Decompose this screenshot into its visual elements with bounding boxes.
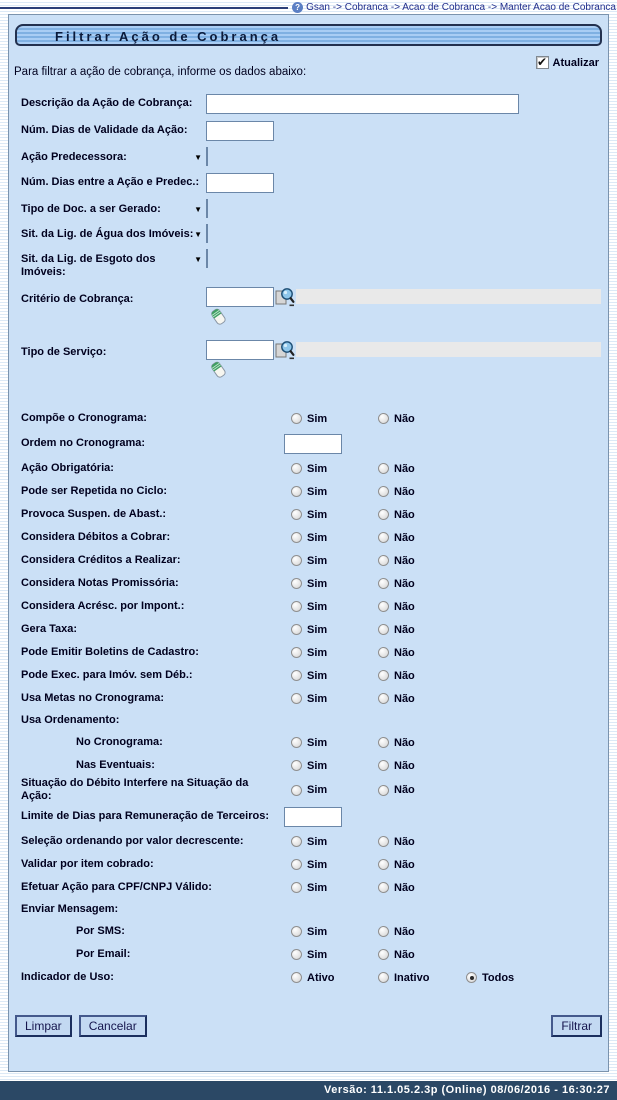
radio-sim[interactable] [291,509,302,520]
atualizar-checkbox[interactable]: ✔ [537,55,548,69]
option-row [14,572,604,595]
radio-label: Sim [307,412,328,425]
radio-nao[interactable] [378,509,389,520]
radio-label: Não [394,692,415,705]
option-row-label: Considera Acrésc. por Impont.: [21,600,185,612]
option-row [14,641,604,664]
breadcrumb[interactable]: Gsan -> Cobranca -> Acao de Cobranca -> Manter Acao de Cobranca [306,1,616,13]
radio-label: Sim [307,646,328,659]
radio-label: Não [394,508,415,521]
radio-nao[interactable] [378,578,389,589]
radio-nao[interactable] [378,785,389,796]
chevron-down-icon: ▼ [194,153,202,162]
radio-options-section [14,407,604,989]
radio-nao[interactable] [378,693,389,704]
option-row [14,407,604,430]
option-row-label: Compõe o Cronograma: [21,412,147,424]
radio-label: Sim [307,835,328,848]
radio-sim[interactable] [291,413,302,424]
radio-sim[interactable] [291,859,302,870]
radio-ativo[interactable] [291,972,302,983]
descricao-input[interactable] [206,94,519,114]
option-row [14,687,604,710]
radio-label: Não [394,646,415,659]
radio-nao[interactable] [378,949,389,960]
option-row [14,618,604,641]
option-row [14,943,604,966]
radio-nao[interactable] [378,737,389,748]
option-row-label: Indicador de Uso: [21,971,114,983]
radio-label: Sim [307,577,328,590]
tipo-doc-select[interactable] [194,199,208,218]
option-row [14,853,604,876]
option-row [14,754,604,777]
search-icon[interactable] [274,286,295,307]
radio-sim[interactable] [291,532,302,543]
option-row-input[interactable] [284,807,342,827]
option-row-label: Por SMS: [76,925,125,937]
radio-label: Sim [307,948,328,961]
radio-label: Não [394,835,415,848]
radio-sim[interactable] [291,555,302,566]
radio-nao[interactable] [378,555,389,566]
option-row [14,549,604,572]
radio-sim[interactable] [291,624,302,635]
option-row [14,777,604,803]
radio-todos[interactable] [466,972,477,983]
option-row [14,876,604,899]
option-row [14,920,604,943]
field-row [14,173,604,193]
radio-label: Sim [307,692,328,705]
radio-sim[interactable] [291,882,302,893]
field-row [14,121,604,141]
chevron-down-icon: ▼ [194,255,202,264]
option-row-label: Por Email: [76,948,131,960]
radio-label: Sim [307,531,328,544]
field-row [14,94,604,114]
option-row [14,457,604,480]
option-row-label: Considera Créditos a Realizar: [21,554,181,566]
radio-label: Não [394,554,415,567]
radio-label: Não [394,759,415,772]
radio-sim[interactable] [291,785,302,796]
option-row-label: Gera Taxa: [21,623,78,635]
radio-label: Sim [307,508,328,521]
option-row [14,731,604,754]
radio-nao[interactable] [378,486,389,497]
criterio-desc-field [296,289,601,304]
radio-nao[interactable] [378,859,389,870]
option-row-label: Pode Exec. para Imóv. sem Déb.: [21,669,193,681]
radio-label: Sim [307,881,328,894]
option-row [14,430,604,457]
radio-label: Sim [307,623,328,636]
cancelar-button[interactable]: Cancelar [79,1015,147,1037]
page-title: Filtrar Ação de Cobrança [15,24,602,46]
radio-label: Sim [307,600,328,613]
eraser-icon[interactable] [208,360,228,380]
tipo-servico-desc-field [296,342,601,357]
radio-label: Não [394,412,415,425]
intro-text: Para filtrar a ação de cobrança, informe os dados abaixo: [14,66,307,78]
option-row-label: Ordem no Cronograma: [21,437,146,449]
criterio-code-input[interactable] [206,287,274,307]
radio-nao[interactable] [378,882,389,893]
radio-label: Não [394,881,415,894]
radio-label: Ativo [307,971,335,984]
radio-sim[interactable] [291,737,302,748]
option-row-label: Usa Ordenamento: [21,714,120,726]
radio-sim[interactable] [291,760,302,771]
radio-label: Não [394,669,415,682]
num-dias-validade-input[interactable] [206,121,274,141]
radio-label: Não [394,784,415,796]
radio-label: Não [394,858,415,871]
radio-inativo[interactable] [378,972,389,983]
option-row [14,526,604,549]
radio-label: Sim [307,784,328,796]
version-bar [0,1081,617,1100]
radio-nao[interactable] [378,760,389,771]
radio-label: Não [394,462,415,475]
option-row-input[interactable] [284,434,342,454]
field-row [14,250,604,279]
option-row [14,803,604,830]
eraser-icon[interactable] [208,307,228,327]
radio-nao[interactable] [378,601,389,612]
filter-panel [8,14,609,1072]
option-row-label: Nas Eventuais: [76,759,155,771]
option-row-label: Ação Obrigatória: [21,462,114,474]
radio-sim[interactable] [291,647,302,658]
field-label: Ação Predecessora: [21,151,127,163]
radio-nao[interactable] [378,532,389,543]
option-row-label: Validar por item cobrado: [21,858,154,870]
tipo-servico-code-input[interactable] [206,340,274,360]
option-row [14,966,604,989]
field-label: Tipo de Doc. a ser Gerado: [21,203,161,215]
radio-nao[interactable] [378,926,389,937]
chevron-down-icon: ▼ [194,230,202,239]
radio-sim[interactable] [291,949,302,960]
radio-nao[interactable] [378,624,389,635]
radio-nao[interactable] [378,647,389,658]
field-row [14,225,604,243]
option-row-label: Pode ser Repetida no Ciclo: [21,485,168,497]
radio-nao[interactable] [378,836,389,847]
radio-sim[interactable] [291,836,302,847]
field-label: Sit. da Lig. de Água dos Imóveis: [21,228,194,240]
option-row-label: Enviar Mensagem: [21,903,119,915]
field-label: Núm. Dias entre a Ação e Predec.: [21,176,200,188]
breadcrumb-bar [0,0,617,14]
radio-label: Não [394,531,415,544]
radio-label: Não [394,577,415,590]
radio-nao[interactable] [378,413,389,424]
option-row-label: Provoca Suspen. de Abast.: [21,508,167,520]
radio-nao[interactable] [378,670,389,681]
option-row-label: No Cronograma: [76,736,163,748]
radio-label: Não [394,485,415,498]
radio-label: Sim [307,858,328,871]
radio-label: Não [394,623,415,636]
radio-label: Inativo [394,971,430,984]
atualizar-label: Atualizar [552,56,599,69]
field-row [14,148,604,166]
option-row [14,503,604,526]
radio-nao[interactable] [378,463,389,474]
option-row-label: Efetuar Ação para CPF/CNPJ Válido: [21,881,212,893]
limpar-button[interactable]: Limpar [15,1015,72,1037]
radio-sim[interactable] [291,578,302,589]
help-icon[interactable]: ? [292,2,303,13]
option-row-label: Considera Débitos a Cobrar: [21,531,171,543]
radio-sim[interactable] [291,693,302,704]
field-label: Descrição da Ação de Cobrança: [21,97,193,109]
option-row [14,664,604,687]
field-label: Núm. Dias de Validade da Ação: [21,124,188,136]
option-row [14,710,604,731]
sit-esgoto-select[interactable] [194,249,208,268]
radio-label: Sim [307,554,328,567]
option-row-label: Seleção ordenando por valor decrescente: [21,835,244,847]
radio-sim[interactable] [291,601,302,612]
field-row [14,286,604,332]
radio-label: Não [394,948,415,961]
option-row-label: Considera Notas Promissória: [21,577,179,589]
option-row-label: Limite de Dias para Remuneração de Terceiros: [21,810,269,822]
num-dias-entre-input [206,173,274,193]
radio-label: Sim [307,462,328,475]
radio-label: Sim [307,925,328,938]
version-text: Versão: 11.1.05.2.3p (Online) 08/06/2016 - 16:30:27 [324,1084,610,1096]
chevron-down-icon: ▼ [194,205,202,214]
option-row-label: Situação do Débito Interfere na Situação da Ação: [21,777,249,802]
field-row [14,339,604,385]
option-row [14,480,604,503]
option-row [14,899,604,920]
radio-label: Sim [307,736,328,749]
radio-label: Sim [307,485,328,498]
radio-label: Não [394,600,415,613]
search-icon[interactable] [274,339,295,360]
sit-agua-select[interactable] [194,224,208,243]
top-divider [0,7,288,9]
radio-label: Não [394,736,415,749]
radio-label: Não [394,925,415,938]
radio-sim[interactable] [291,670,302,681]
option-row-label: Usa Metas no Cronograma: [21,692,165,704]
radio-sim[interactable] [291,486,302,497]
radio-label: Sim [307,669,328,682]
option-row [14,830,604,853]
radio-sim[interactable] [291,926,302,937]
field-label: Tipo de Serviço: [21,346,107,358]
radio-label: Sim [307,759,328,772]
radio-sim[interactable] [291,463,302,474]
acao-predecessora-select[interactable] [194,147,208,166]
field-row [14,200,604,218]
filtrar-button[interactable]: Filtrar [551,1015,602,1037]
option-row-label: Pode Emitir Boletins de Cadastro: [21,646,199,658]
field-label: Sit. da Lig. de Esgoto dos Imóveis: [21,253,156,278]
option-row [14,595,604,618]
field-label: Critério de Cobrança: [21,293,134,305]
radio-label: Todos [482,971,515,984]
